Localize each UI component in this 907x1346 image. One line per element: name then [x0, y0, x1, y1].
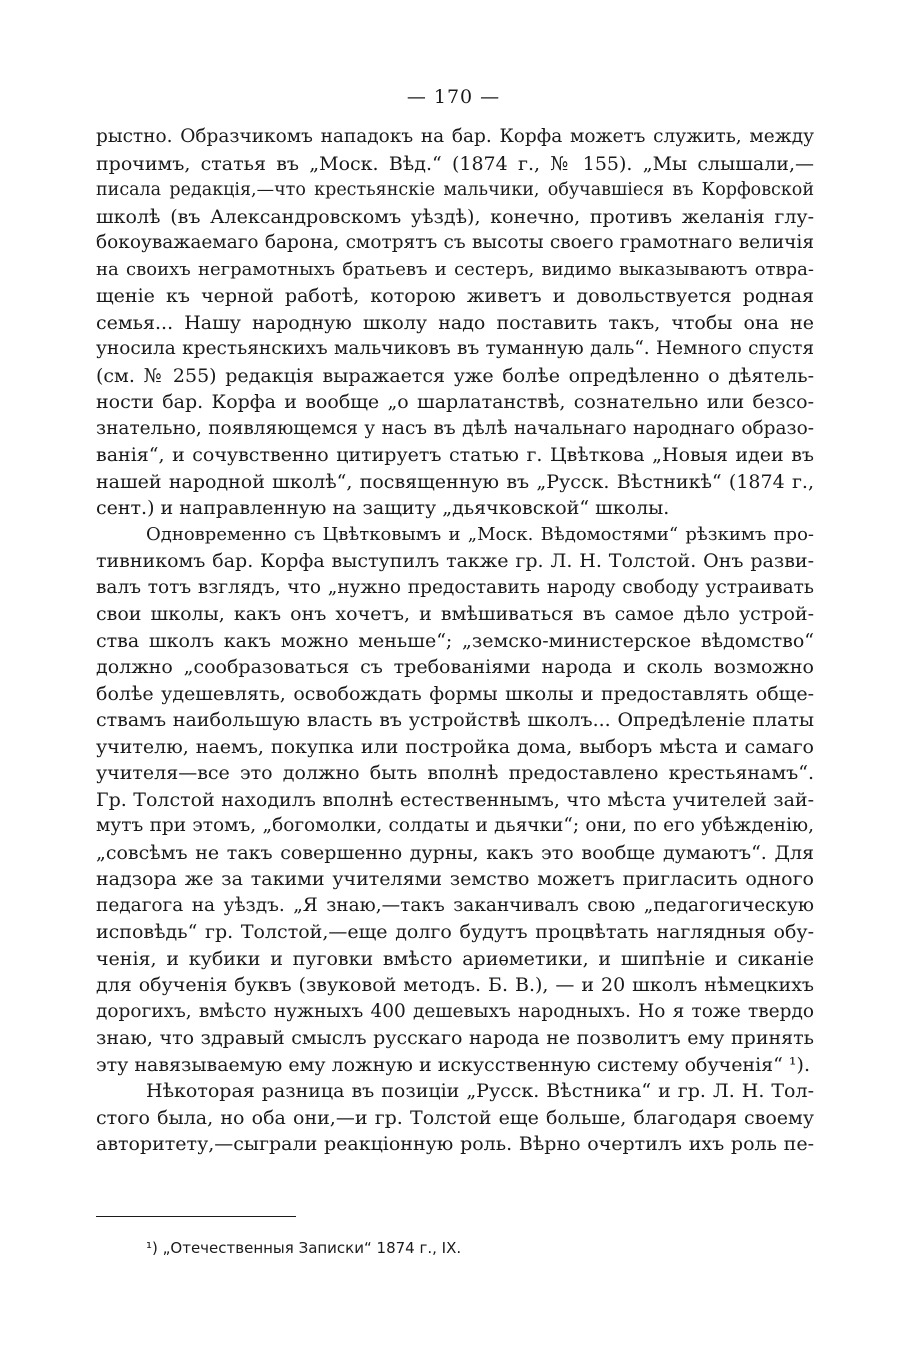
text-line: знаю, что здравый смыслъ русскаго народа не позволитъ ему принять: [96, 1027, 814, 1049]
text-line: знательно, появляющемся у насъ въ дѣлѣ начальнаго народнаго образо-: [96, 417, 814, 439]
text-line: эту навязываемую ему ложную и искусственную систему обученія“ ¹).: [96, 1053, 810, 1076]
text-line: учителя—все это должно быть вполнѣ предоставлено крестьянамъ“.: [96, 762, 814, 784]
text-line: валъ тотъ взглядъ, что „нужно предоставить народу свободу устраивать: [96, 576, 814, 598]
text-line: рыстно. Образчикомъ нападокъ на бар. Корфа можетъ служить, между: [96, 126, 814, 147]
text-line: нашей народной школѣ“, посвященную въ „Русск. Вѣстникѣ“ (1874 г.,: [96, 470, 814, 493]
text-line: должно „сообразоваться съ требованіями народа и сколь возможно: [96, 656, 814, 678]
text-line: авторитету,—сыграли реакціонную роль. Вѣрно очертилъ ихъ роль пе-: [96, 1133, 814, 1155]
text-line: стого была, но оба они,—и гр. Толстой еще больше, благодаря своему: [96, 1106, 814, 1129]
text-line: Нѣкоторая разница въ позиціи „Русск. Вѣстника“ и гр. Л. Н. Тол-: [146, 1080, 814, 1102]
text-line: уносила крестьянскихъ мальчиковъ въ туманную даль“. Немного спустя: [96, 338, 814, 359]
text-line: свои школы, какъ онъ хочетъ, и вмѣшиваться въ самое дѣло устрой-: [96, 603, 814, 625]
text-line: „совсѣмъ не такъ совершенно дурны, какъ это вообще думаютъ“. Для: [96, 841, 814, 864]
text-line: Одновременно съ Цвѣтковымъ и „Моск. Вѣдомостями“ рѣзкимъ про-: [146, 523, 814, 545]
footnote-divider: [96, 1216, 296, 1217]
text-line: надзора же за такими учителями земство можетъ пригласить одного: [96, 868, 814, 890]
text-line: ства школъ какъ можно меньше“; „земско-министерское вѣдомство“: [96, 629, 814, 652]
text-line: тивникомъ бар. Корфа выступилъ также гр. Л. Н. Толстой. Онъ разви-: [96, 550, 814, 572]
text-line: мутъ при этомъ, „богомолки, солдаты и дьячки“; они, по его убѣжденію,: [96, 815, 814, 836]
page-number: — 170 —: [406, 86, 501, 108]
text-line: Гр. Толстой находилъ вполнѣ естественнымъ, что мѣста учителей зай-: [96, 788, 814, 811]
text-line: ванія“, и сочувственно цитируетъ статью г. Цвѣткова „Новыя идеи въ: [96, 444, 814, 466]
text-line: школѣ (въ Александровскомъ уѣздѣ), конечно, противъ желанія глу-: [96, 205, 814, 228]
body-text: [96, 124, 814, 1158]
text-line: писала редакція,—что крестьянскіе мальчики, обучавшіеся въ Корфовской: [96, 180, 814, 200]
text-line: для обученія буквъ (звуковой методъ. Б. В.), — и 20 школъ нѣмецкихъ: [96, 974, 814, 996]
text-line: болѣе удешевлять, освобождать формы школы и предоставлять обще-: [96, 682, 814, 705]
text-line: дорогихъ, вмѣсто нужныхъ 400 дешевыхъ народныхъ. Но я тоже твердо: [96, 1000, 814, 1022]
text-line: щеніе къ черной работѣ, которою живетъ и довольствуется родная: [96, 285, 814, 307]
text-line: учителю, наемъ, покупка или постройка дома, выборъ мѣста и самаго: [96, 735, 814, 758]
text-line: ности бар. Корфа и вообще „о шарлатанствѣ, сознательно или безсо-: [96, 391, 814, 413]
text-line: (см. № 255) редакція выражается уже болѣе опредѣленно о дѣятель-: [96, 364, 814, 387]
text-line: ствамъ наибольшую власть въ устройствѣ школъ... Опредѣленіе платы: [96, 709, 814, 731]
text-line: прочимъ, статья въ „Моск. Вѣд.“ (1874 г., № 155). „Мы слышали,—: [96, 152, 814, 175]
text-line: ченія, и кубики и пуговки вмѣсто ариѳметики, и шипѣніе и сиканіе: [96, 947, 814, 970]
text-line: исповѣдь“ гр. Толстой,—еще долго будутъ процвѣтать наглядныя обу-: [96, 921, 814, 943]
text-line: семья... Нашу народную школу надо поставить такъ, чтобы она не: [96, 311, 814, 334]
text-line: на своихъ неграмотныхъ братьевъ и сестеръ, видимо выказываютъ отвра-: [96, 258, 814, 280]
text-line: педагога на уѣздъ. „Я знаю,—такъ заканчивалъ свою „педагогическую: [96, 894, 814, 916]
footnote: ¹) „Отечественныя Записки“ 1874 г., IX.: [146, 1239, 462, 1257]
text-line: сент.) и направленную на защиту „дьячковской“ школы.: [96, 497, 670, 519]
text-line: бокоуважаемаго барона, смотрятъ съ высоты своего грамотнаго величія: [96, 232, 814, 253]
